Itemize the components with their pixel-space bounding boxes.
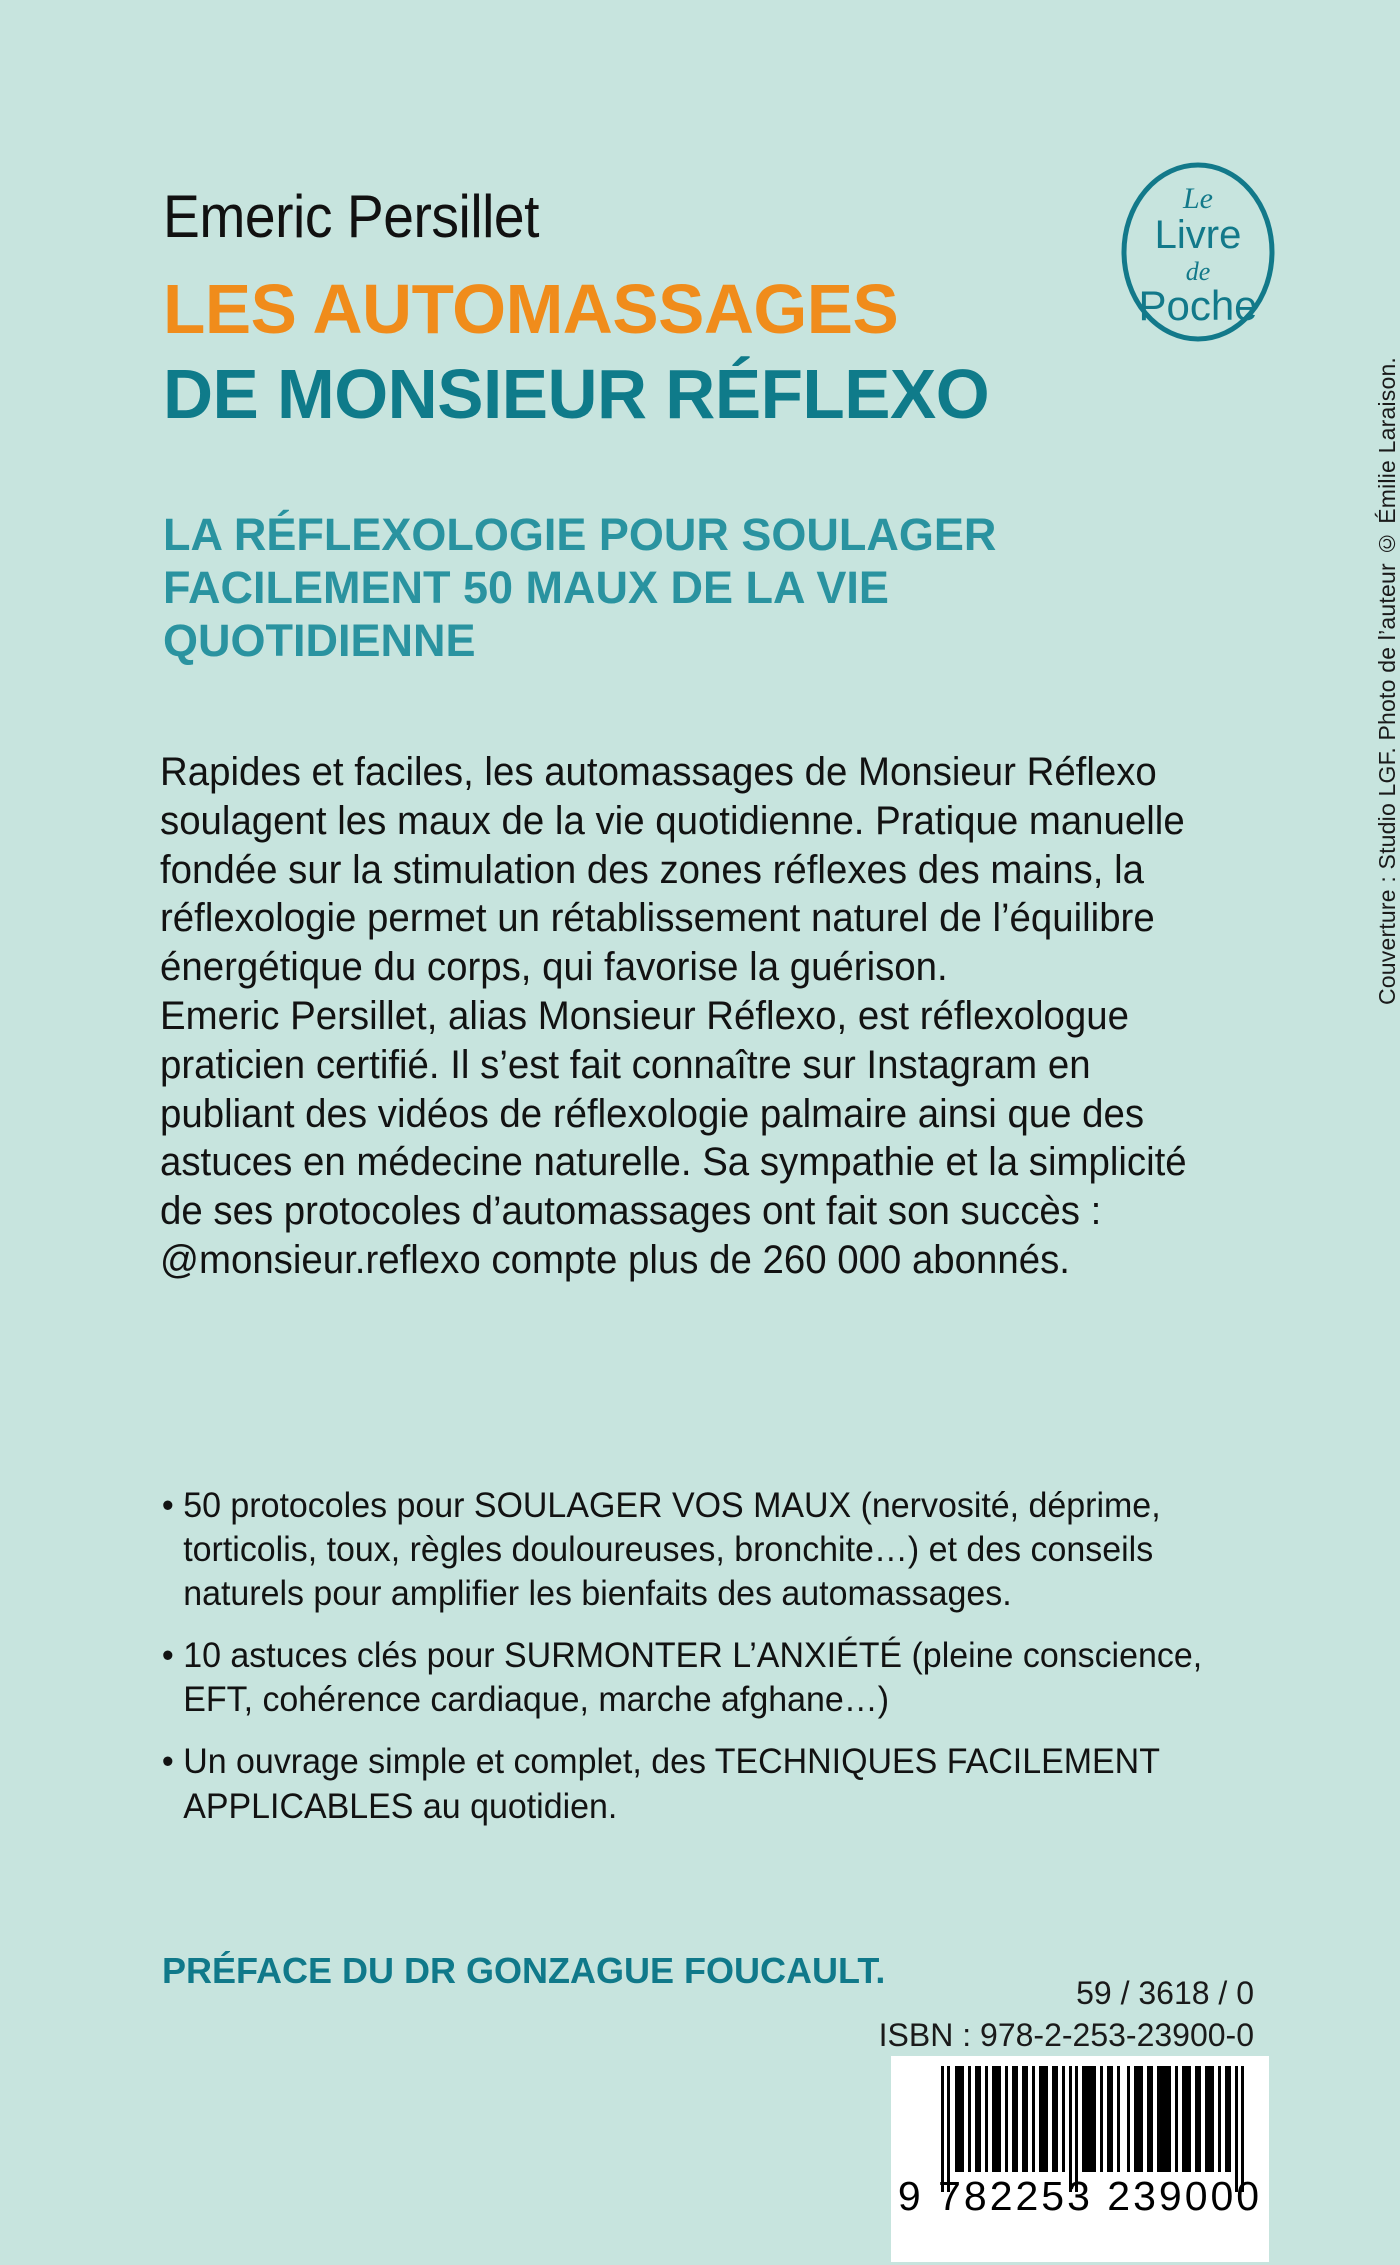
- reference-code: 59 / 3618 / 0: [1076, 1975, 1254, 2011]
- svg-text:Poche: Poche: [1138, 282, 1258, 329]
- barcode-digits: 9 782253 239000: [897, 2173, 1263, 2219]
- bullet-marker-icon: •: [161, 1742, 174, 1782]
- bullet-marker-icon: •: [161, 1486, 174, 1525]
- book-subtitle: LA RÉFLEXOLOGIE POUR SOULAGER FACILEMENT 50 MAUX DE LA VIE QUOTIDIENNE: [163, 509, 997, 667]
- blurb-paragraph-2: Emeric Persillet, alias Monsieur Réflexo, est réflexologue praticien certifié. Il s’est fait connaître sur Instagram en publiant des vidéos de réflexologie palmaire ainsi que des astuces en médecine naturelle. Sa sympathie et la simplicité de ses protocoles d’automassages ont fait son succès : @monsieur.reflexo compte plus de 260 000 abonnés.: [160, 993, 1187, 1282]
- feature-list: [158, 1484, 1258, 1847]
- list-item-text: 10 astuces clés pour SURMONTER L’ANXIÉTÉ (pleine conscience, EFT, cohérence cardiaque, marche afghane…): [183, 1636, 1203, 1720]
- book-title: [163, 270, 1263, 433]
- list-item-text: 50 protocoles pour SOULAGER VOS MAUX (nervosité, déprime, torticolis, toux, règles douloureuses, bronchite…) et des conseils naturels pour amplifier les bienfaits des automassages.: [183, 1486, 1161, 1614]
- title-line-2: DE MONSIEUR RÉFLEXO: [163, 354, 990, 433]
- ean13-barcode: [891, 2056, 1269, 2262]
- blurb-paragraph-1: Rapides et faciles, les automassages de Monsieur Réflexo soulagent les maux de la vie quotidienne. Pratique manuelle fondée sur la stimulation des zones réflexes des mains, la réflexologie permet un rétablissement naturel de l’équilibre énergétique du corps, qui favorise la guérison.: [160, 750, 1185, 990]
- svg-text:Livre: Livre: [1154, 213, 1242, 257]
- isbn-code: ISBN : 978-2-253-23900-0: [878, 2017, 1254, 2054]
- bullet-marker-icon: •: [161, 1636, 174, 1676]
- author-name: Emeric Persillet: [163, 183, 540, 250]
- list-item-text: Un ouvrage simple et complet, des TECHNIQUES FACILEMENT APPLICABLES au quotidien.: [183, 1742, 1160, 1826]
- list-item: [158, 1634, 1225, 1722]
- back-cover-blurb: [160, 748, 1250, 1285]
- list-item: [158, 1740, 1225, 1828]
- cover-credit: Couverture : Studio LGF. Photo de l’auteur © Émilie Laraison.: [1374, 356, 1400, 1005]
- preface-credit: PRÉFACE DU DR GONZAGUE FOUCAULT.: [162, 1950, 886, 1991]
- list-item: [158, 1484, 1225, 1616]
- svg-text:de: de: [1185, 257, 1211, 286]
- svg-text:Le: Le: [1183, 182, 1213, 215]
- title-line-1: LES AUTOMASSAGES: [163, 270, 899, 348]
- publisher-codes: [879, 1972, 1254, 2056]
